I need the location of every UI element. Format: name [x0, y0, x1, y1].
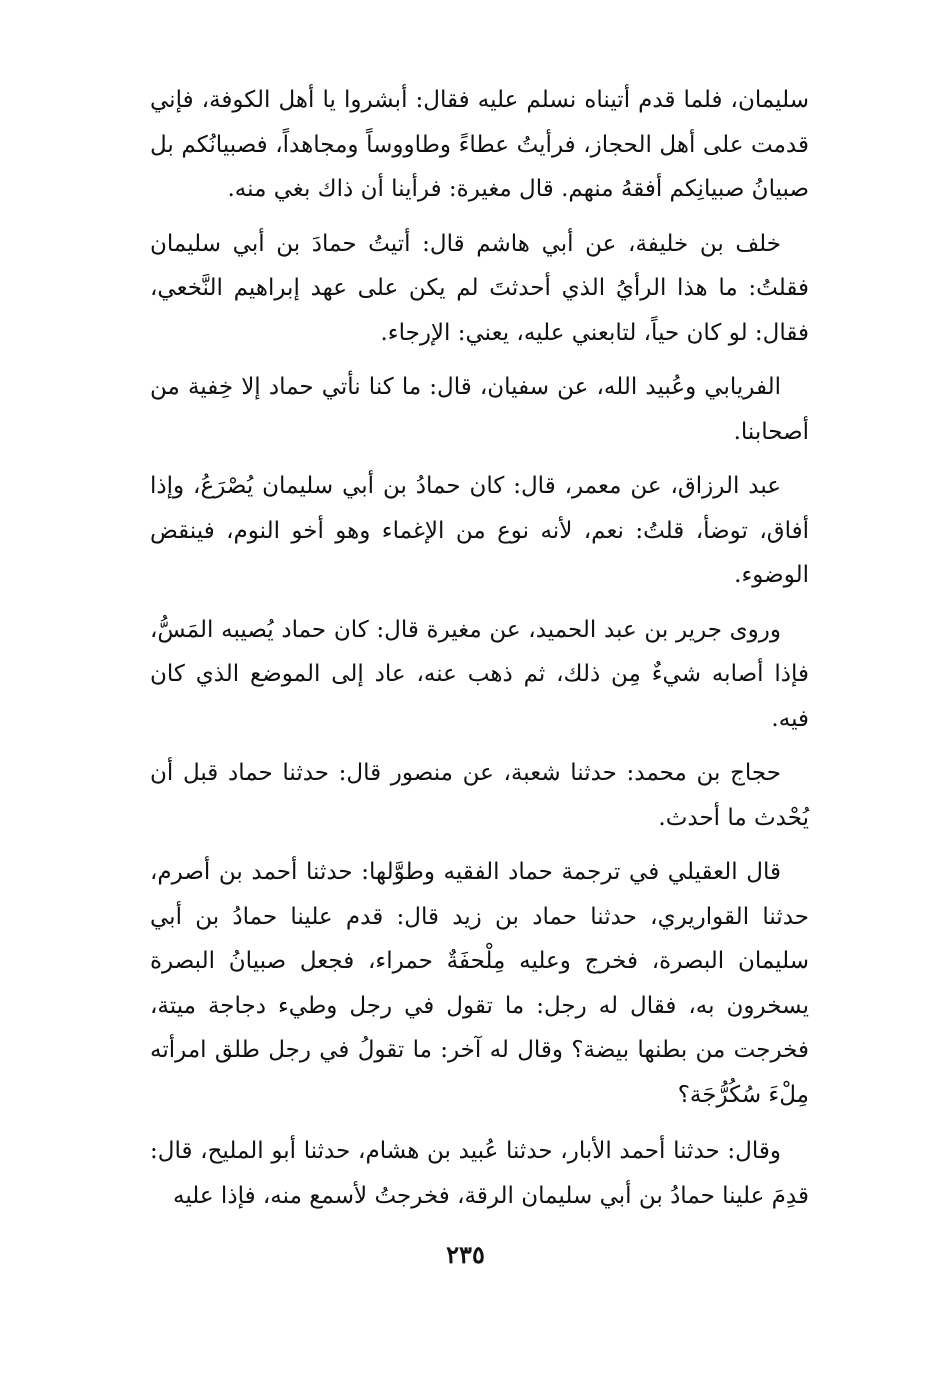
- page-number: ٢٣٥: [446, 1240, 485, 1269]
- paragraph-5: وروى جرير بن عبد الحميد، عن مغيرة قال: كان حماد يُصيبه المَسُّ، فإذا أصابه شيءٌ مِن ذلك، ثم ذهب عنه، عاد إلى الموضع الذي كان فيه.: [150, 616, 809, 732]
- paragraph-3: الفريابي وعُبيد الله، عن سفيان، قال: ما كنا نأتي حماد إلا خِفية من أصحابنا.: [150, 374, 809, 445]
- paragraph-1: سليمان، فلما قدم أتيناه نسلم عليه فقال: أبشروا يا أهل الكوفة، فإني قدمت على أهل الحجاز، فرأيتُ عطاءً وطاووساً ومجاهداً، فصبيانُكم بل صبيانُ صبيانِكم أفقهُ منهم. قال مغيرة: فرأينا أن ذاك بغي منه.: [150, 87, 809, 202]
- paragraph-4: عبد الرزاق، عن معمر، قال: كان حمادُ بن أبي سليمان يُصْرَعُ، وإذا أفاق، توضأ، قلتُ: نعم، لأنه نوع من الإغماء وهو أخو النوم، فينقض الوضوء.: [150, 473, 809, 588]
- paragraph-2: خلف بن خليفة، عن أبي هاشم قال: أتيتُ حمادَ بن أبي سليمان فقلتُ: ما هذا الرأيُ الذي أحدثتَ لم يكن على عهد إبراهيم النَّخعي، فقال: لو كان حياً، لتابعني عليه، يعني: الإرجاء.: [150, 230, 809, 346]
- paragraph-6: حجاج بن محمد: حدثنا شعبة، عن منصور قال: حدثنا حماد قبل أن يُحْدث ما أحدث.: [150, 760, 809, 831]
- paragraph-8: وقال: حدثنا أحمد الأبار، حدثنا عُبيد بن هشام، حدثنا أبو المليح، قال: قدِمَ علينا حمادُ بن أبي سليمان الرقة، فخرجتُ لأسمع منه، فإذا عليه: [150, 1138, 809, 1209]
- text-block: [150, 78, 809, 1228]
- paragraph-7: قال العقيلي في ترجمة حماد الفقيه وطوَّلها: حدثنا أحمد بن أصرم، حدثنا القواريري، حدثنا حماد بن زيد قال: قدم علينا حمادُ بن أبي سليمان البصرة، فخرج وعليه مِلْحفَةٌ حمراء، فجعل صبيانُ البصرة يسخرون به، فقال له رجل: ما تقول في رجل وطيء دجاجة ميتة، فخرجت من بطنها بيضة؟ وقال له آخر: ما تقولُ في رجل طلق امرأته مِلْءَ سُكُرُّجَة؟: [150, 859, 809, 1108]
